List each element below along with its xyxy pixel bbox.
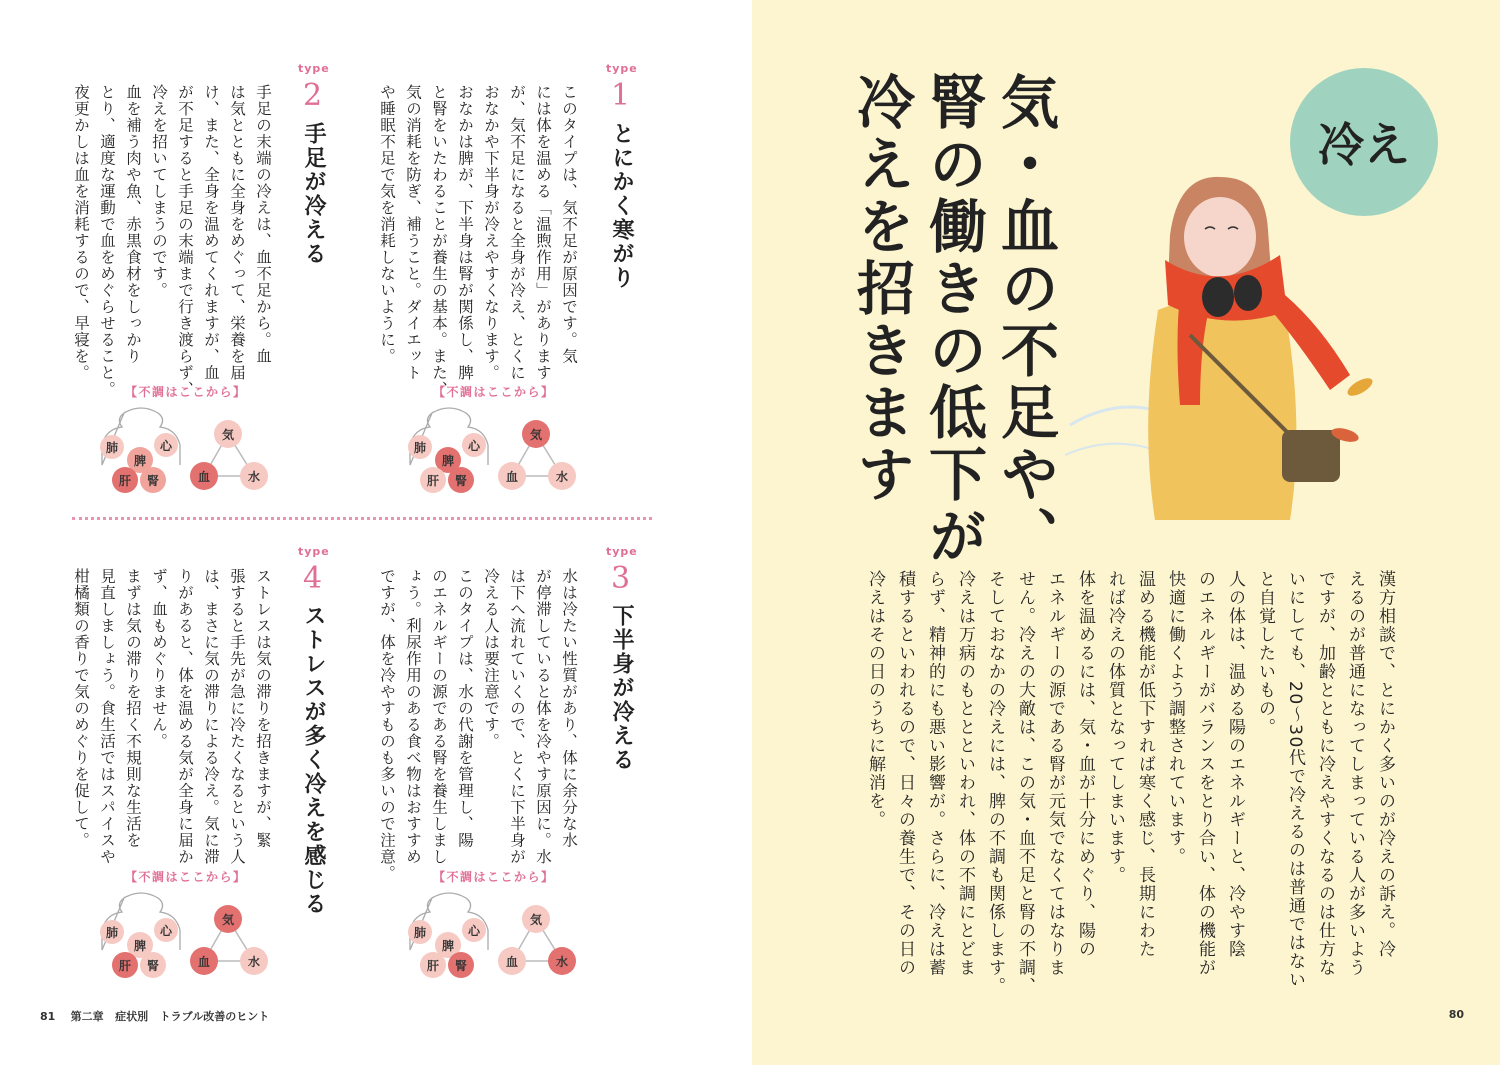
ki-ketsu-sui-triangle-1 [500, 418, 580, 498]
organ-lung: 肺 [100, 920, 124, 944]
organ-heart: 心 [154, 433, 178, 457]
organ-spleen: 脾 [435, 932, 461, 958]
ketsu-node: 血 [190, 947, 218, 975]
ki-node: 気 [522, 420, 550, 448]
woman-in-scarf-illustration [1060, 165, 1390, 530]
left-page-number: 81 [40, 1010, 56, 1023]
ki-node: 気 [214, 905, 242, 933]
type-4-number: 4 [303, 561, 323, 596]
type-1-label: type [606, 62, 638, 75]
type-3-title: 下半身が冷える [609, 604, 634, 772]
fuchou-label-3: 【不調はここから】 [433, 870, 555, 884]
ki-node: 気 [522, 905, 550, 933]
type-1-title: とにかく寒がり [609, 122, 634, 290]
sui-node: 水 [548, 462, 576, 490]
fuchou-label-4: 【不調はここから】 [125, 870, 247, 884]
organ-kidney: 腎 [448, 952, 474, 978]
ketsu-node: 血 [190, 462, 218, 490]
organ-spleen: 脾 [127, 447, 153, 473]
left-footer [40, 1008, 269, 1024]
type-4-label: type [298, 545, 330, 558]
ki-ketsu-sui-triangle-3 [500, 903, 580, 983]
main-title: 気・血の不足や、 腎の働きの低下が 冷えを招きます [847, 72, 1059, 568]
type-2-number: 2 [303, 78, 323, 113]
subtitle-label: トラブル改善のヒント [159, 1010, 270, 1023]
type-4-body: ストレスは気の滞りを招きますが、緊 張すると手先が急に冷たくなるという人 は、まさに気の滞りによる冷え。気に滞 りがあると、体を温める気が全身に届か ず、血もめぐりません。 まずは気の滞りを招く不規則な生活を 見直しましょう。食生活ではスパイスや 柑橘類の香りで気のめぐりを促して。 [72, 568, 272, 865]
ketsu-node: 血 [498, 462, 526, 490]
organ-lung: 肺 [408, 920, 432, 944]
type-2-title: 手足が冷える [301, 122, 326, 266]
organ-spleen: 脾 [435, 447, 461, 473]
ki-ketsu-sui-triangle-2 [192, 418, 272, 498]
type-2-body: 手足の末端の冷えは、血不足から。血 は気とともに全身をめぐって、栄養を届 け、また、全身を温めてくれますが、血 が不足すると手足の末端まで行き渡らず、 冷えを招いてしまうのです。 血を補う肉や魚、赤黒食材をしっかり とり、適度な運動で血をめぐらせること。 夜更かしは血を消耗するので、早寝を。 [72, 84, 272, 398]
fuchou-label-2: 【不調はここから】 [125, 385, 247, 399]
type-2-label: type [298, 62, 330, 75]
organ-liver: 肝 [112, 467, 138, 493]
organ-heart: 心 [462, 433, 486, 457]
organ-spleen: 脾 [127, 932, 153, 958]
chapter-label: 第二章 [70, 1010, 104, 1023]
type-1-body: このタイプは、気不足が原因です。気 には体を温める「温煦作用」があります が、気不足になると全身が冷え、とくに おなかや下半身が冷えやすくなります。 おなかは脾が、下半身は腎が関係し、脾 と腎をいたわることが養生の基本。また、 気の消耗を防ぎ、補うこと。ダイエット や睡眠不足で気を消耗しないように。 [378, 84, 578, 398]
organ-liver: 肝 [420, 952, 446, 978]
organ-lung: 肺 [100, 435, 124, 459]
organ-liver: 肝 [112, 952, 138, 978]
ketsu-node: 血 [498, 947, 526, 975]
organ-heart: 心 [154, 918, 178, 942]
organ-kidney: 腎 [448, 467, 474, 493]
section-divider [72, 517, 652, 520]
fuchou-label-1: 【不調はここから】 [433, 385, 555, 399]
sui-node: 水 [548, 947, 576, 975]
type-1-number: 1 [611, 78, 631, 113]
sui-node: 水 [240, 947, 268, 975]
ki-node: 気 [214, 420, 242, 448]
type-3-number: 3 [611, 561, 631, 596]
ki-ketsu-sui-triangle-4 [192, 903, 272, 983]
organ-kidney: 腎 [140, 467, 166, 493]
sui-node: 水 [240, 462, 268, 490]
right-page-number: 80 [1448, 1008, 1464, 1021]
organ-heart: 心 [462, 918, 486, 942]
section-label: 症状別 [115, 1010, 149, 1023]
type-3-body: 水は冷たい性質があり、体に余分な水 が停滞していると体を冷やす原因に。水 は下へ流れていくので、とくに下半身が 冷える人は要注意です。 このタイプは、水の代謝を管理し、陽 のエネルギーの源である腎を養生しまし ょう。利尿作用のある食べ物はおすすめ ですが、体を冷やすものも多いので注意。 [378, 568, 578, 882]
organ-lung: 肺 [408, 435, 432, 459]
organ-liver: 肝 [420, 467, 446, 493]
type-3-label: type [606, 545, 638, 558]
type-4-title: ストレスが多く冷えを感じる [301, 604, 326, 916]
right-body-text: 漢方相談で、とにかく多いのが冷えの訴え。冷 えるのが普通になってしまっている人が多いよう ですが、加齢とともに冷えやすくなるのは仕方な いにしても、20～30代で冷えるのは普通ではない と自覚したいもの。 人の体は、温める陽のエネルギーと、冷やす陰 のエネルギーがバランスをとり合い、体の機能が 快適に働くよう調整されています。 温める機能が低下すれば寒く感じ、長期にわた れば冷えの体質となってしまいます。 体を温めるには、気・血が十分にめぐり、陽の エネルギーの源である腎が元気でなくてはなりま せん。冷えの大敵は、この気・血不足と腎の不調、 そしておなかの冷えには、脾の不調も関係します。 冷えは万病のもととといわれ、体の不調にとどま らず、精神的にも悪い影響が。さらに、冷えは蓄 積するといわれるので、日々の養生で、その日の 冷えはその日のうちに解消を。 [865, 570, 1395, 996]
organ-kidney: 腎 [140, 952, 166, 978]
topic-badge: 冷え [1290, 68, 1438, 216]
